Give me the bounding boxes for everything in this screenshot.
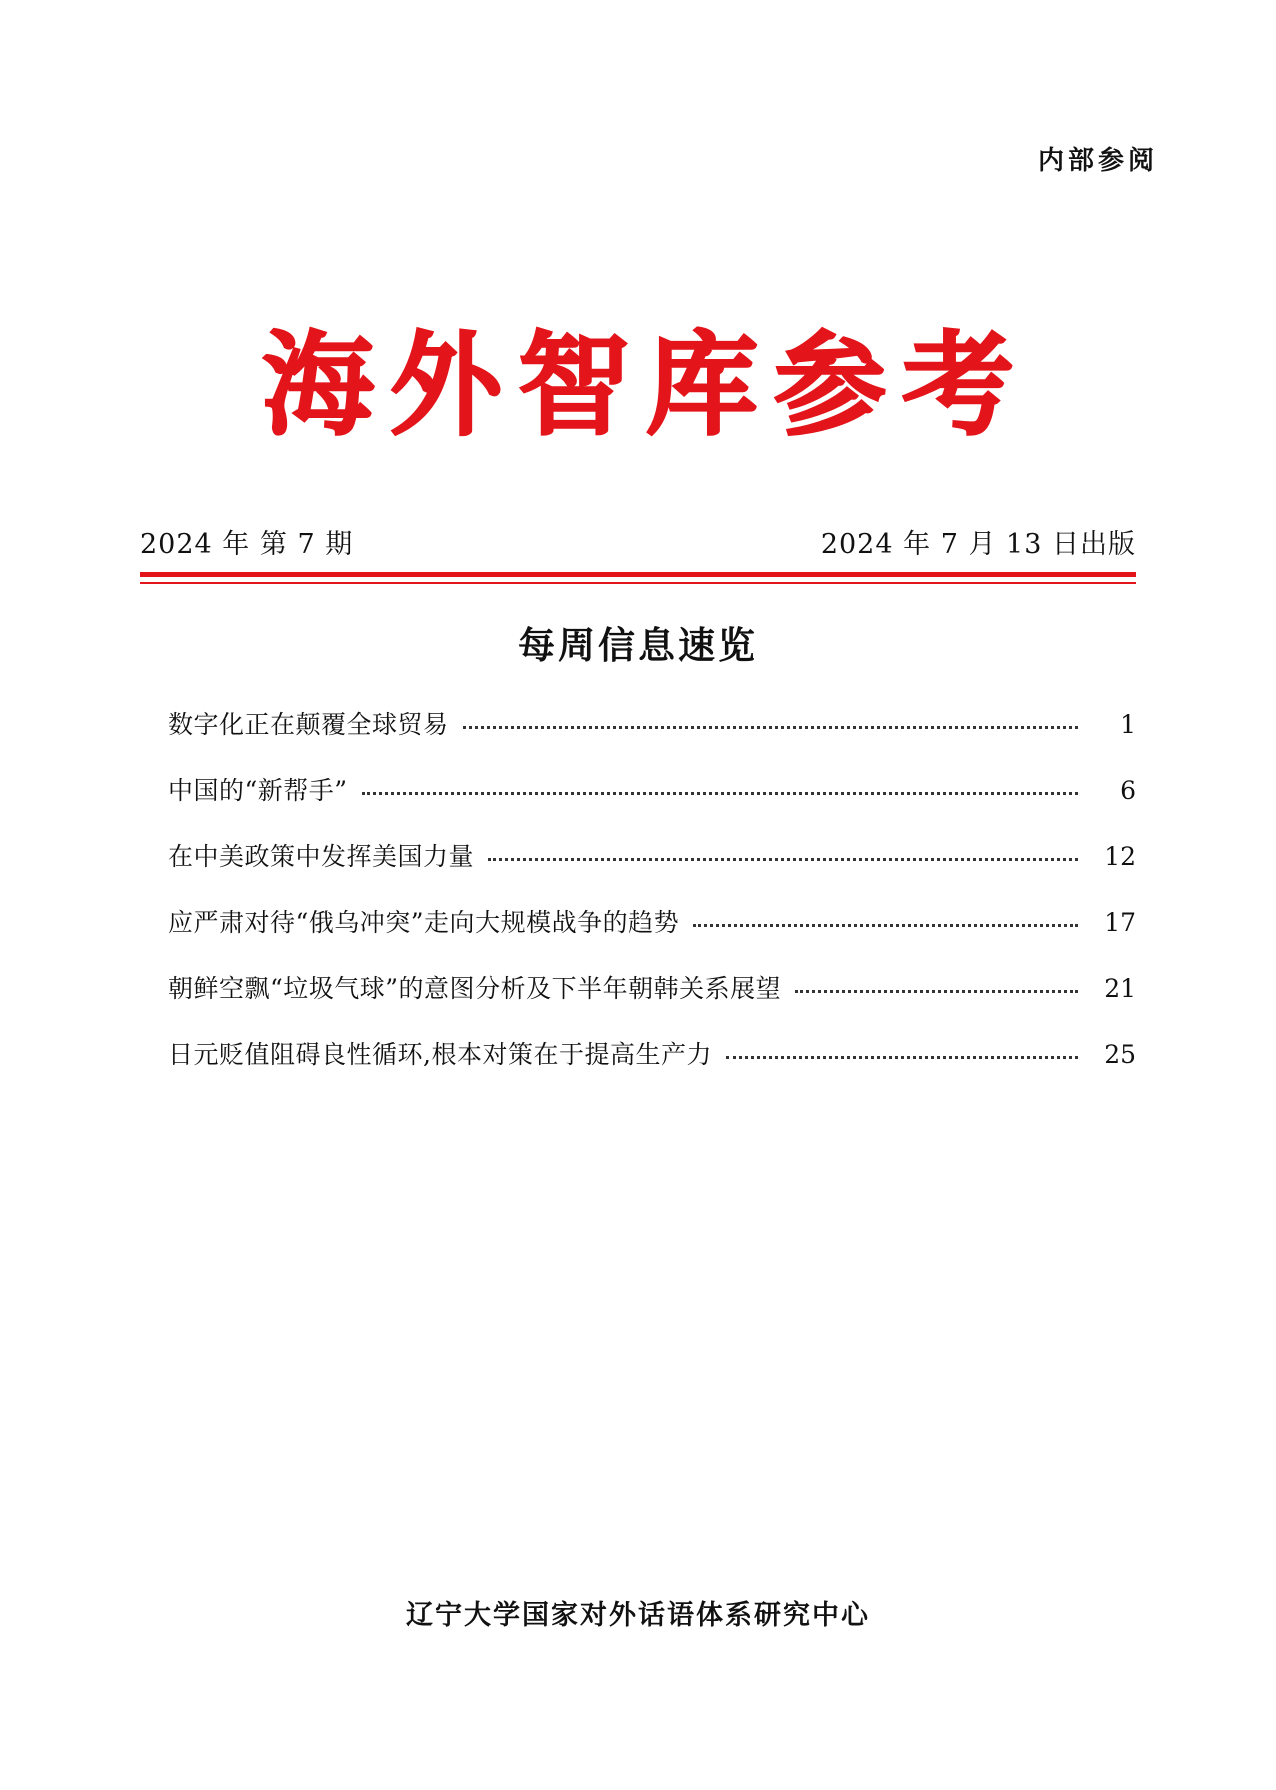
toc-entry-page: 21	[1104, 974, 1136, 1003]
toc-leader-dots	[795, 989, 1078, 993]
toc-entry-title: 应严肃对待“俄乌冲突”走向大规模战争的趋势	[168, 908, 680, 937]
toc-entry-title: 在中美政策中发挥美国力量	[168, 842, 475, 871]
divider-rules	[140, 572, 1136, 584]
list-item[interactable]	[168, 710, 1136, 740]
list-item[interactable]	[168, 908, 1136, 938]
journal-title: 海外智库参考	[262, 321, 1030, 451]
section-title: 每周信息速览	[518, 624, 758, 667]
toc-leader-dots	[726, 1055, 1078, 1059]
divider-thin	[140, 582, 1136, 584]
toc-entry-page: 17	[1104, 908, 1136, 937]
internal-notice-label: 内部参阅	[1037, 146, 1158, 176]
toc-entry-page: 6	[1120, 776, 1136, 805]
toc-entry-title: 数字化正在颠覆全球贸易	[168, 710, 449, 739]
toc-leader-dots	[693, 923, 1078, 927]
issue-number: 2024 年 第 7 期	[140, 529, 354, 560]
issue-info-row	[140, 522, 1136, 561]
toc-entry-title: 中国的“新帮手”	[168, 776, 348, 805]
toc-leader-dots	[362, 791, 1078, 795]
list-item[interactable]	[168, 974, 1136, 1004]
masthead	[0, 321, 1276, 451]
table-of-contents	[168, 710, 1136, 1106]
divider-thick	[140, 572, 1136, 577]
toc-entry-page: 1	[1120, 710, 1136, 739]
toc-entry-page: 25	[1104, 1040, 1136, 1069]
publication-date: 2024 年 7 月 13 日出版	[820, 529, 1136, 560]
list-item[interactable]	[168, 1040, 1136, 1070]
publisher-footer: 辽宁大学国家对外话语体系研究中心	[406, 1600, 870, 1631]
list-item[interactable]	[168, 776, 1136, 806]
toc-entry-page: 12	[1104, 842, 1136, 871]
toc-leader-dots	[463, 725, 1078, 729]
toc-leader-dots	[488, 857, 1078, 861]
toc-entry-title: 日元贬值阻碍良性循环,根本对策在于提高生产力	[168, 1040, 712, 1069]
list-item[interactable]	[168, 842, 1136, 872]
toc-entry-title: 朝鲜空飘“垃圾气球”的意图分析及下半年朝韩关系展望	[168, 974, 782, 1003]
